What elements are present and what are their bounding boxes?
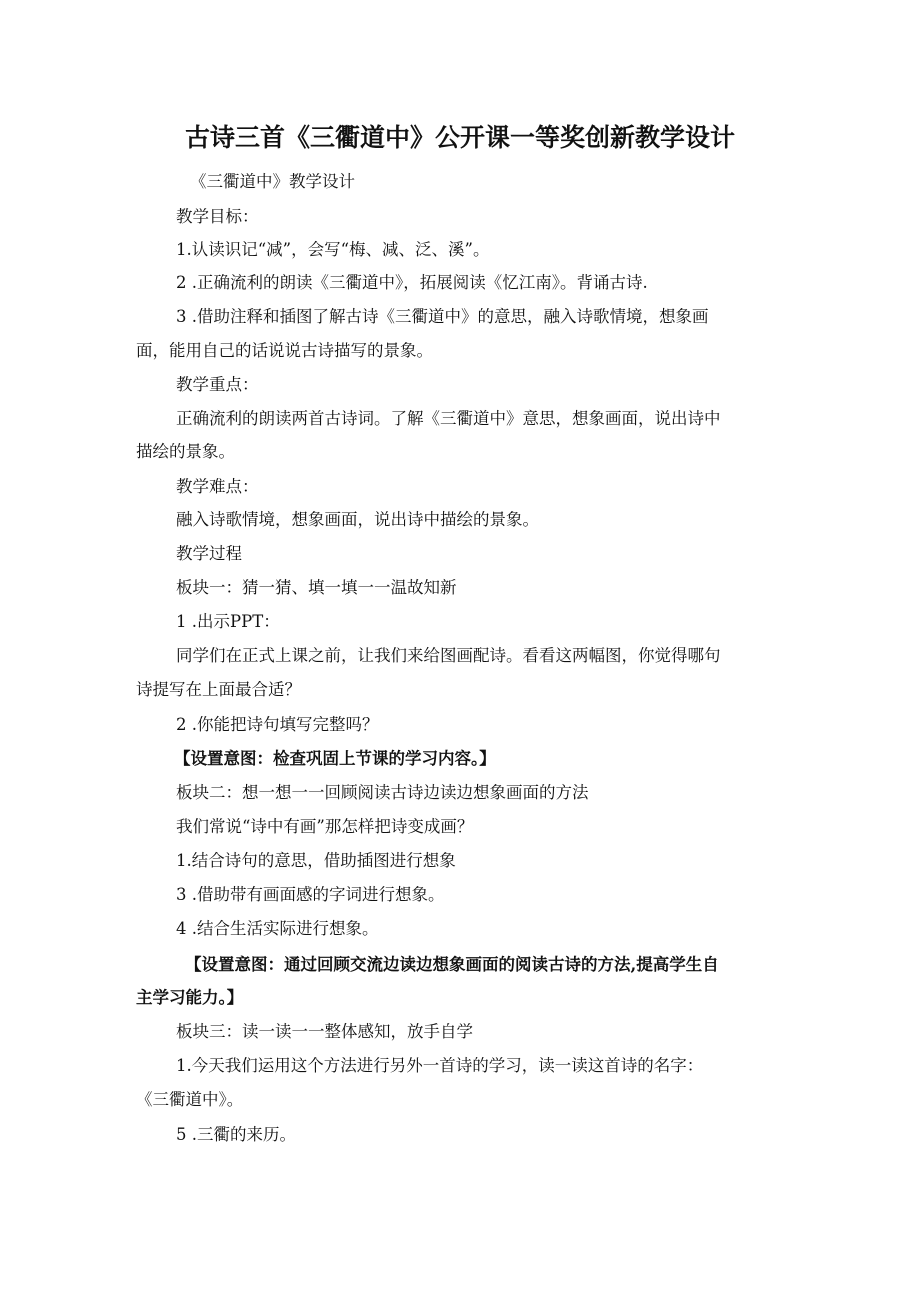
doc-line: 教学目标： bbox=[176, 207, 259, 226]
doc-line: 描绘的景象。 bbox=[136, 442, 235, 461]
doc-line: 2 .正确流利的朗读《三衢道中》，拓展阅读《忆江南》。背诵古诗. bbox=[176, 273, 648, 292]
doc-line: 【设置意图：通过回顾交流边读边想象画面的阅读古诗的方法,提高学生自 bbox=[185, 955, 719, 974]
doc-line: 正确流利的朗读两首古诗词。了解《三衢道中》意思，想象画面，说出诗中 bbox=[176, 409, 721, 428]
doc-line: 3 .借助注释和插图了解古诗《三衢道中》的意思，融入诗歌情境，想象画 bbox=[176, 307, 709, 326]
doc-line: 1.认读识记“减”，会写“梅、减、泛、溪”。 bbox=[176, 240, 490, 259]
doc-line: 1 .出示PPT： bbox=[176, 612, 280, 631]
doc-line: 5 .三衢的来历。 bbox=[176, 1125, 296, 1144]
doc-line: 板块三：读一读一一整体感知，放手自学 bbox=[176, 1022, 473, 1041]
doc-line: 《三衢道中》。 bbox=[136, 1090, 244, 1109]
doc-line: 1.结合诗句的意思，借助插图进行想象 bbox=[176, 851, 456, 870]
doc-line: 教学过程 bbox=[176, 544, 242, 563]
doc-line: 板块一：猜一猜、填一填一一温故知新 bbox=[176, 578, 457, 597]
doc-line: 《三衢道中》教学设计 bbox=[190, 172, 355, 191]
doc-line: 2 .你能把诗句填写完整吗？ bbox=[176, 715, 379, 734]
doc-line: 诗提写在上面最合适？ bbox=[136, 680, 301, 699]
doc-line: 教学重点： bbox=[176, 375, 259, 394]
doc-line: 面，能用自己的话说说古诗描写的景象。 bbox=[136, 341, 433, 360]
doc-line: 融入诗歌情境，想象画面，说出诗中描绘的景象。 bbox=[176, 510, 539, 529]
doc-line: 板块二：想一想一一回顾阅读古诗边读边想象画面的方法 bbox=[176, 783, 589, 802]
doc-line: 主学习能力。】 bbox=[136, 988, 244, 1007]
doc-line: 同学们在正式上课之前，让我们来给图画配诗。看看这两幅图，你觉得哪句 bbox=[176, 646, 721, 665]
doc-line: 我们常说“诗中有画”那怎样把诗变成画？ bbox=[176, 817, 474, 836]
doc-line: 【设置意图：检查巩固上节课的学习内容。】 bbox=[174, 749, 496, 768]
doc-line: 教学难点： bbox=[176, 477, 259, 496]
doc-line: 3 .借助带有画面感的字词进行想象。 bbox=[176, 885, 445, 904]
document-title: 古诗三首《三衢道中》公开课一等奖创新教学设计 bbox=[184, 123, 735, 152]
doc-line: 4 .结合生活实际进行想象。 bbox=[176, 919, 379, 938]
doc-line: 1.今天我们运用这个方法进行另外一首诗的学习，读一读这首诗的名字： bbox=[176, 1056, 704, 1075]
